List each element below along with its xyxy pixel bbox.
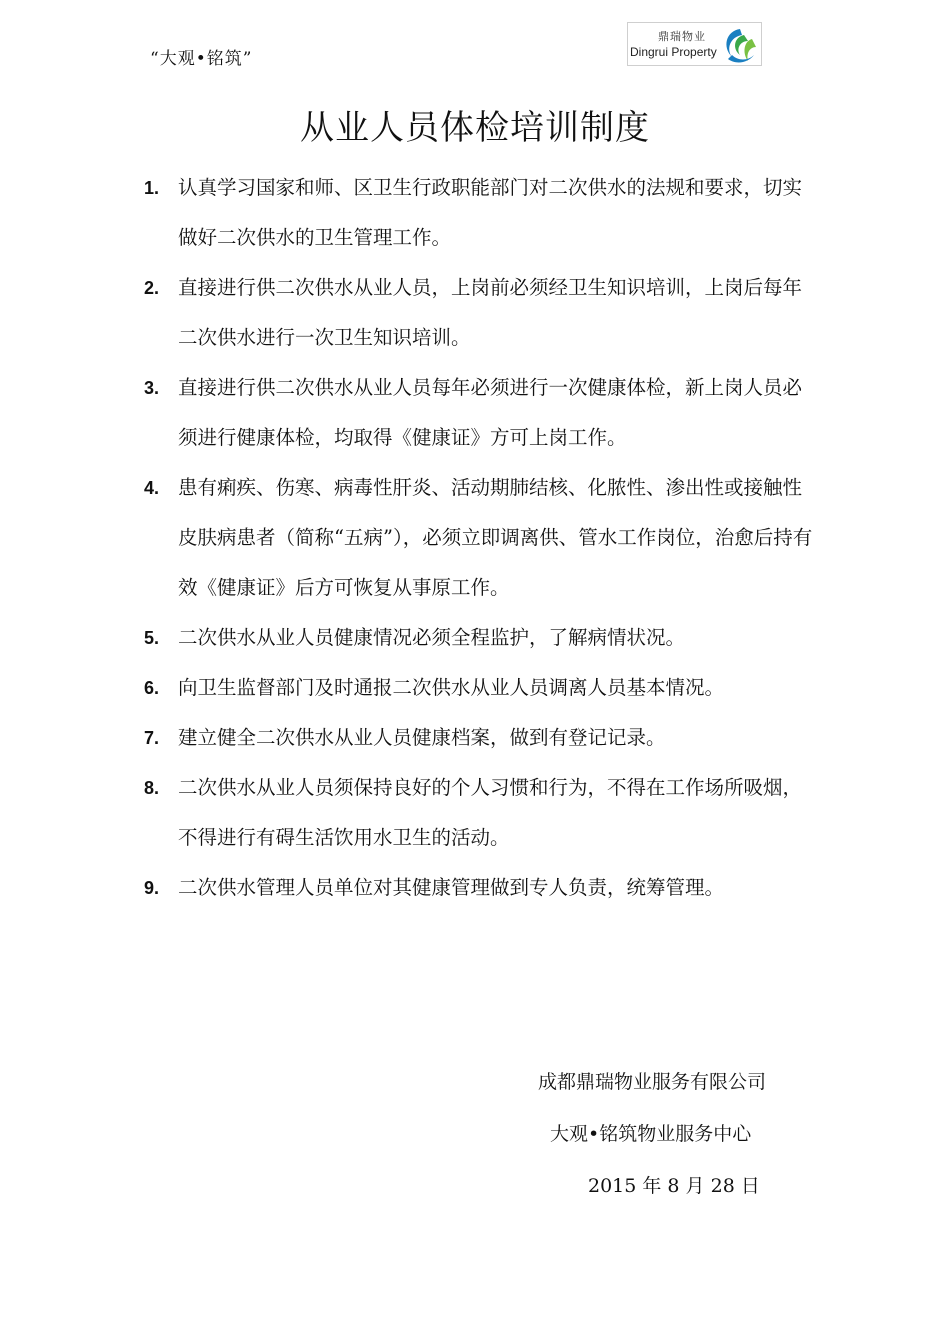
logo-name-cn: 鼎瑞物业 — [658, 30, 706, 43]
rule-number: 4. — [144, 478, 160, 498]
rule-item — [140, 763, 820, 863]
rule-text: 患有痢疾、伤寒、病毒性肝炎、活动期肺结核、化脓性、渗出性或接触性皮肤病患者（简称“五病”），必须立即调离供、管水工作岗位，治愈后持有效《健康证》后方可恢复从事原工作。 — [178, 476, 813, 599]
logo-name-en: Dingrui Property — [630, 45, 717, 59]
rule-text: 认真学习国家和师、区卫生行政职能部门对二次供水的法规和要求，切实做好二次供水的卫生管理工作。 — [178, 176, 803, 249]
rule-number: 9. — [144, 878, 160, 898]
rule-number: 7. — [144, 728, 160, 748]
rule-item — [140, 363, 820, 463]
rule-text: 二次供水从业人员健康情况必须全程监护，了解病情状况。 — [178, 626, 686, 649]
signature-service-center: 大观•铭筑物业服务中心 — [550, 1123, 752, 1145]
rule-item — [140, 663, 820, 713]
rule-number: 3. — [144, 378, 160, 398]
rule-number: 5. — [144, 628, 160, 648]
company-logo — [627, 22, 762, 66]
rule-item — [140, 263, 820, 363]
rule-text: 二次供水管理人员单位对其健康管理做到专人负责，统筹管理。 — [178, 876, 725, 899]
rule-text: 向卫生监督部门及时通报二次供水从业人员调离人员基本情况。 — [178, 676, 725, 699]
project-name: “大观•铭筑” — [150, 49, 253, 69]
signature-company: 成都鼎瑞物业服务有限公司 — [538, 1071, 767, 1093]
rule-text: 二次供水从业人员须保持良好的个人习惯和行为，不得在工作场所吸烟，不得进行有碍生活饮用水卫生的活动。 — [178, 776, 803, 849]
rule-item — [140, 863, 820, 913]
rule-number: 8. — [144, 778, 160, 798]
signature-date: 2015 年 8 月 28 日 — [588, 1175, 760, 1197]
rule-item — [140, 463, 820, 613]
rule-item — [140, 613, 820, 663]
rule-number: 6. — [144, 678, 160, 698]
document-title: 从业人员体检培训制度 — [300, 108, 650, 148]
rule-text: 直接进行供二次供水从业人员，上岗前必须经卫生知识培训，上岗后每年二次供水进行一次卫生知识培训。 — [178, 276, 803, 349]
rule-number: 2. — [144, 278, 160, 298]
rule-item — [140, 713, 820, 763]
rules-list — [140, 163, 820, 913]
signature-block — [520, 1056, 820, 1212]
rule-text: 建立健全二次供水从业人员健康档案，做到有登记记录。 — [178, 726, 666, 749]
swirl-logo-icon — [718, 25, 758, 65]
rule-text: 直接进行供二次供水从业人员每年必须进行一次健康体检，新上岗人员必须进行健康体检，均取得《健康证》方可上岗工作。 — [178, 376, 803, 449]
rule-number: 1. — [144, 178, 160, 198]
rule-item — [140, 163, 820, 263]
